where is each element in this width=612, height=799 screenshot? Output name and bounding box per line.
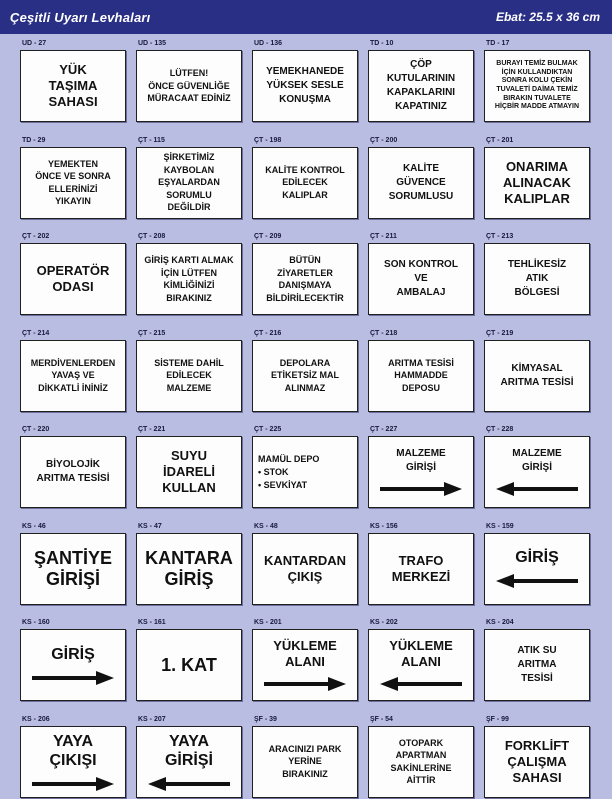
sign-text-line: SUYU — [170, 448, 208, 463]
sign-code: KS - 206 — [22, 715, 50, 723]
arrow-left-icon — [494, 573, 580, 589]
sign-code: TD - 10 — [370, 40, 394, 47]
sign-text-line: FORKLİFT — [504, 737, 570, 753]
sign-text-line: ÇIKIŞI — [49, 751, 97, 769]
sign-text-line: GİRİŞ — [51, 645, 95, 663]
sign-item — [484, 523, 590, 607]
sign-plate — [136, 147, 242, 219]
sign-code: KS - 46 — [22, 522, 46, 530]
sign-code: KS - 161 — [138, 619, 166, 626]
sign-plate — [20, 436, 126, 508]
sign-code: KS - 201 — [254, 619, 282, 626]
sign-plate — [136, 436, 242, 508]
sign-item — [484, 40, 590, 124]
sign-item — [20, 426, 126, 510]
sign-text-line: SİSTEME DAHİL — [154, 357, 224, 368]
sign-plate — [368, 243, 474, 315]
sign-item — [20, 330, 126, 414]
sign-item — [368, 233, 474, 317]
sign-text-line: ALANI — [401, 654, 441, 669]
sign-item — [136, 426, 242, 510]
sign-item — [252, 426, 358, 510]
sign-text-line: ODASI — [52, 279, 94, 294]
sign-text-line: GİRİŞ — [164, 568, 214, 589]
sign-text-line: YAYA — [168, 732, 210, 750]
sign-code: KS - 207 — [138, 715, 166, 723]
sign-code: ÇT - 211 — [370, 233, 397, 240]
sign-text-line: KONUŞMA — [279, 94, 331, 105]
sign-code: ÇT - 214 — [22, 329, 50, 337]
sign-text-line: ARITMA TESİSİ — [36, 473, 110, 484]
sign-text-line: YERİNE — [288, 756, 322, 767]
sign-plate — [484, 629, 590, 701]
sign-text-line: ŞİRKETİMİZ — [163, 152, 215, 163]
sign-text-line: SAHASI — [512, 769, 562, 785]
sign-text-line: MALZEME — [396, 448, 446, 459]
sign-text-line: BIRAKINIZ — [166, 292, 212, 303]
sign-text-line: ÖNCE VE SONRA — [35, 171, 111, 181]
sign-text-line: YÜKSEK SESLE — [266, 80, 344, 91]
sign-text-line: YÜK — [59, 62, 87, 77]
sign-text-line: ARACINIZI PARK — [268, 743, 342, 754]
sign-text-line: GÜVENCE — [396, 176, 446, 188]
sign-text-line: AMBALAJ — [396, 287, 446, 298]
sign-code: ÇT - 221 — [138, 426, 166, 433]
sign-text-line: KİMLİĞİNİZİ — [163, 280, 215, 290]
sign-text-line: DEPOLARA — [279, 357, 331, 368]
sign-code: ÇT - 227 — [370, 426, 398, 433]
sign-text-line: ARITMA TESİSİ — [500, 376, 574, 388]
sign-plate — [252, 243, 358, 315]
sign-item — [368, 523, 474, 607]
sign-text-line: MALZEME — [166, 382, 212, 393]
catalog-title: Çeşitli Uyarı Levhaları — [10, 9, 151, 25]
sign-item — [252, 619, 358, 703]
sign-code: ÇT - 201 — [486, 136, 514, 144]
sign-text-line: EDİLECEK — [166, 370, 212, 381]
sign-text-line: KAYBOLAN — [163, 164, 215, 175]
sign-text-line: GİRİŞİ — [164, 751, 213, 769]
sign-text-line: ARITMA — [517, 659, 557, 670]
sign-text-line: APARTMAN — [395, 750, 447, 760]
arrow-right-icon — [378, 481, 464, 497]
sign-plate — [368, 340, 474, 412]
sign-text-line: ELLERİNİZİ — [48, 183, 98, 194]
sign-plate — [252, 629, 358, 701]
sign-text-line: HİÇBİR MADDE ATMAYIN — [494, 103, 580, 111]
sign-text-line: OTOPARK — [398, 737, 444, 748]
sign-text-line: KANTARA — [145, 547, 233, 568]
sign-text-line: GİRİŞİ — [405, 462, 436, 473]
sign-item — [252, 40, 358, 124]
sign-plate — [368, 533, 474, 605]
sign-text-line: ONARIMA — [505, 158, 569, 174]
arrow-left-icon — [494, 481, 580, 497]
sign-item — [20, 716, 126, 799]
sign-code: ÇT - 198 — [254, 136, 282, 144]
sign-text-line: MÜRACAAT EDİNİZ — [147, 93, 231, 104]
sign-plate — [484, 243, 590, 315]
sign-code: ÇT - 216 — [254, 329, 282, 337]
sign-text-line: TAŞIMA — [48, 78, 98, 93]
sign-code: ÇT - 208 — [138, 233, 166, 240]
sign-code: ÇT - 219 — [486, 329, 514, 337]
sign-text-line: ATIK — [525, 273, 549, 284]
sign-plate — [136, 50, 242, 122]
sign-code: KS - 202 — [370, 619, 398, 626]
sign-text-line: TEHLİKESİZ — [507, 259, 567, 270]
sign-text-line: ETİKETSİZ MAL — [271, 370, 339, 381]
sign-text-line: ATIK SU — [517, 645, 557, 656]
sign-item — [20, 523, 126, 607]
sign-plate — [368, 50, 474, 122]
sign-plate — [368, 436, 474, 508]
sign-text-line: İDARELİ — [163, 464, 215, 479]
sign-text-line: MERDİVENLERDEN — [30, 357, 116, 368]
sign-plate — [484, 726, 590, 798]
sign-plate — [484, 340, 590, 412]
sign-text-line: DEĞİLDİR — [167, 202, 211, 213]
sign-plate — [484, 147, 590, 219]
sign-plate — [136, 629, 242, 701]
sign-text-line: LÜTFEN! — [169, 68, 209, 79]
sign-text-line: BÜTÜN — [289, 255, 321, 265]
sign-code: ÇT - 209 — [254, 233, 282, 240]
sign-item — [368, 40, 474, 124]
sign-text-line: ARITMA TESİSİ — [388, 357, 454, 368]
sign-text-line: ZİYARETLER — [277, 267, 333, 278]
sign-text-line: ALINACAK — [503, 174, 571, 190]
sign-text-line: HAMMADDE — [394, 370, 448, 381]
sign-text-line: • STOK — [258, 466, 289, 477]
sign-text-line: KALIPLAR — [282, 189, 328, 200]
sign-plate — [20, 340, 126, 412]
sign-text-line: DEPOSU — [401, 382, 440, 393]
sign-text-line: KALİTE — [402, 162, 440, 174]
sign-plate — [136, 533, 242, 605]
sign-text-line: KULLAN — [162, 480, 216, 495]
sign-plate — [368, 629, 474, 701]
sign-item — [252, 523, 358, 607]
sign-code: ÇT - 218 — [370, 329, 398, 337]
sign-text-line: MERKEZİ — [391, 568, 451, 584]
sign-text-line: GİRİŞ KARTI ALMAK — [144, 255, 234, 265]
sign-plate — [252, 436, 358, 508]
sign-code: UD - 27 — [22, 40, 47, 47]
sign-text-line: • SEVKİYAT — [258, 479, 308, 490]
sign-text-line: BIRAKIN TUVALETE — [503, 94, 571, 102]
sign-item — [252, 716, 358, 799]
sign-text-line: KUTULARININ — [386, 73, 456, 84]
sign-text-line: BİLDİRİLECEKTİR — [266, 292, 344, 303]
sign-text-line: SAKİNLERİNE — [390, 762, 452, 773]
sign-text-line: YÜKLEME — [389, 638, 453, 653]
sign-plate — [20, 629, 126, 701]
sign-text-line: SON KONTROL — [384, 259, 458, 270]
sign-item — [368, 137, 474, 221]
sign-text-line: BİYOLOJİK — [46, 459, 100, 470]
sign-item — [20, 233, 126, 317]
sign-text-line: YAYA — [52, 732, 94, 750]
sign-text-line: EDİLECEK — [282, 177, 328, 188]
sign-plate — [368, 726, 474, 798]
sign-text-line: GİRİŞ — [515, 549, 559, 566]
sign-code: ÇT - 215 — [138, 329, 166, 337]
sign-code: TD - 29 — [22, 136, 46, 144]
sign-item — [136, 40, 242, 124]
sign-text-line: YÜKLEME — [273, 638, 337, 653]
sign-text-line: ÖNCE GÜVENLİĞE — [148, 80, 230, 91]
sign-item — [484, 233, 590, 317]
sign-plate — [252, 50, 358, 122]
arrow-right-icon — [30, 776, 116, 792]
sign-text-line: YEMEKTEN — [47, 158, 98, 169]
sign-code: ÇT - 115 — [138, 136, 165, 144]
sign-item — [252, 137, 358, 221]
sign-plate — [20, 243, 126, 315]
sign-item — [484, 716, 590, 799]
sign-text-line: ALANI — [285, 654, 325, 669]
sign-plate — [484, 533, 590, 605]
sign-plate — [252, 147, 358, 219]
sign-item — [484, 330, 590, 414]
sign-item — [20, 619, 126, 703]
sign-text-line: İÇİN LÜTFEN — [161, 267, 217, 278]
catalog-header — [0, 0, 612, 34]
sign-plate — [252, 533, 358, 605]
sign-code: KS - 156 — [370, 522, 398, 530]
sign-text-line: ŞANTİYE — [33, 547, 112, 568]
sign-plate — [484, 50, 590, 122]
sign-item — [20, 137, 126, 221]
sign-item — [136, 619, 242, 703]
sign-item — [368, 716, 474, 799]
sign-text-line: BURAYI TEMİZ BULMAK — [496, 60, 578, 68]
sign-text-line: BIRAKINIZ — [282, 768, 328, 779]
sign-item — [368, 330, 474, 414]
sign-text-line: EŞYALARDAN — [158, 177, 220, 188]
sign-code: KS - 159 — [486, 522, 514, 530]
sign-text-line: KALIPLAR — [504, 190, 570, 206]
sign-code: ÇT - 228 — [486, 426, 514, 433]
sign-text-line: 1. KAT — [161, 654, 217, 675]
sign-text-line: SORUMLUSU — [388, 190, 454, 202]
sign-plate — [20, 147, 126, 219]
sign-text-line: İÇİN KULLANDIKTAN — [501, 68, 573, 76]
sign-item — [368, 619, 474, 703]
sign-code: KS - 48 — [254, 522, 278, 530]
sign-text-line: SAHASI — [48, 94, 98, 109]
sign-text-line: ÇIKIŞ — [287, 568, 323, 584]
sign-code: ÇT - 225 — [254, 426, 282, 433]
sign-text-line: GİRİŞİ — [521, 462, 552, 473]
sign-text-line: AİTTİR — [406, 775, 436, 785]
sign-item — [484, 426, 590, 510]
sign-plate — [20, 533, 126, 605]
arrow-right-icon — [30, 670, 116, 686]
sign-text-line: KİMYASAL — [511, 362, 563, 374]
sign-text-line: TRAFO — [398, 552, 444, 568]
sign-text-line: TESİSİ — [521, 673, 553, 684]
sign-item — [136, 716, 242, 799]
sign-text-line: KALİTE KONTROL — [265, 164, 345, 175]
sign-code: ŞF - 39 — [254, 715, 277, 723]
sign-plate — [20, 726, 126, 798]
sign-text-line: KAPAKLARINI — [386, 87, 456, 98]
sign-text-line: VE — [414, 273, 428, 284]
sign-text-line: BÖLGESİ — [514, 287, 560, 298]
sign-code: ŞF - 99 — [486, 715, 509, 723]
sign-text-line: SONRA KOLU ÇEKİN — [501, 77, 573, 85]
sign-code: UD - 136 — [254, 40, 283, 47]
sign-text-line: DİKKATLİ İNİNİZ — [38, 382, 108, 393]
sign-code: ŞF - 54 — [370, 715, 393, 723]
sign-item — [484, 137, 590, 221]
sign-plate — [136, 726, 242, 798]
sign-code: KS - 160 — [22, 619, 50, 626]
sign-text-line: MALZEME — [512, 448, 562, 459]
sign-plate — [484, 436, 590, 508]
sign-plate — [252, 726, 358, 798]
sign-plate — [136, 243, 242, 315]
sign-code: UD - 135 — [138, 40, 167, 47]
sign-item — [368, 426, 474, 510]
sign-item — [136, 523, 242, 607]
sign-dimensions: Ebat: 25.5 x 36 cm — [495, 10, 600, 24]
sign-text-line: YAVAŞ VE — [51, 370, 95, 381]
sign-text-line: ÇÖP — [410, 59, 432, 70]
sign-code: KS - 47 — [138, 522, 162, 530]
sign-plate — [252, 340, 358, 412]
sign-text-line: YEMEKHANEDE — [266, 66, 344, 77]
sign-item — [252, 233, 358, 317]
sign-code: ÇT - 200 — [370, 136, 398, 144]
sign-plate — [136, 340, 242, 412]
sign-text-line: KAPATINIZ — [395, 101, 447, 112]
sign-text-line: ÇALIŞMA — [507, 753, 567, 769]
sign-item — [20, 40, 126, 124]
sign-code: ÇT - 220 — [22, 426, 50, 433]
sign-text-line: ALINMAZ — [284, 382, 326, 393]
arrow-right-icon — [262, 676, 348, 692]
sign-text-line: TUVALETİ DAİMA TEMİZ — [496, 86, 578, 93]
sign-item — [484, 619, 590, 703]
sign-plate — [368, 147, 474, 219]
sign-text-line: OPERATÖR — [36, 263, 110, 278]
sign-code: KS - 204 — [486, 619, 514, 626]
arrow-left-icon — [146, 776, 232, 792]
sign-item — [136, 233, 242, 317]
sign-text-line: DANIŞMAYA — [278, 280, 332, 290]
sign-plate — [20, 50, 126, 122]
sign-code: ÇT - 213 — [486, 233, 514, 240]
sign-item — [136, 330, 242, 414]
sign-text-line: SORUMLU — [166, 189, 212, 200]
sign-text-line: GİRİŞİ — [45, 568, 100, 589]
arrow-left-icon — [378, 676, 464, 692]
sign-text-line: MAMÜL DEPO — [258, 453, 320, 464]
sign-code: TD - 17 — [486, 40, 510, 47]
sign-item — [136, 137, 242, 221]
sign-text-line: YIKAYIN — [55, 196, 91, 206]
sign-code: ÇT - 202 — [22, 233, 50, 240]
sign-text-line: KANTARDAN — [263, 552, 347, 568]
sign-item — [252, 330, 358, 414]
